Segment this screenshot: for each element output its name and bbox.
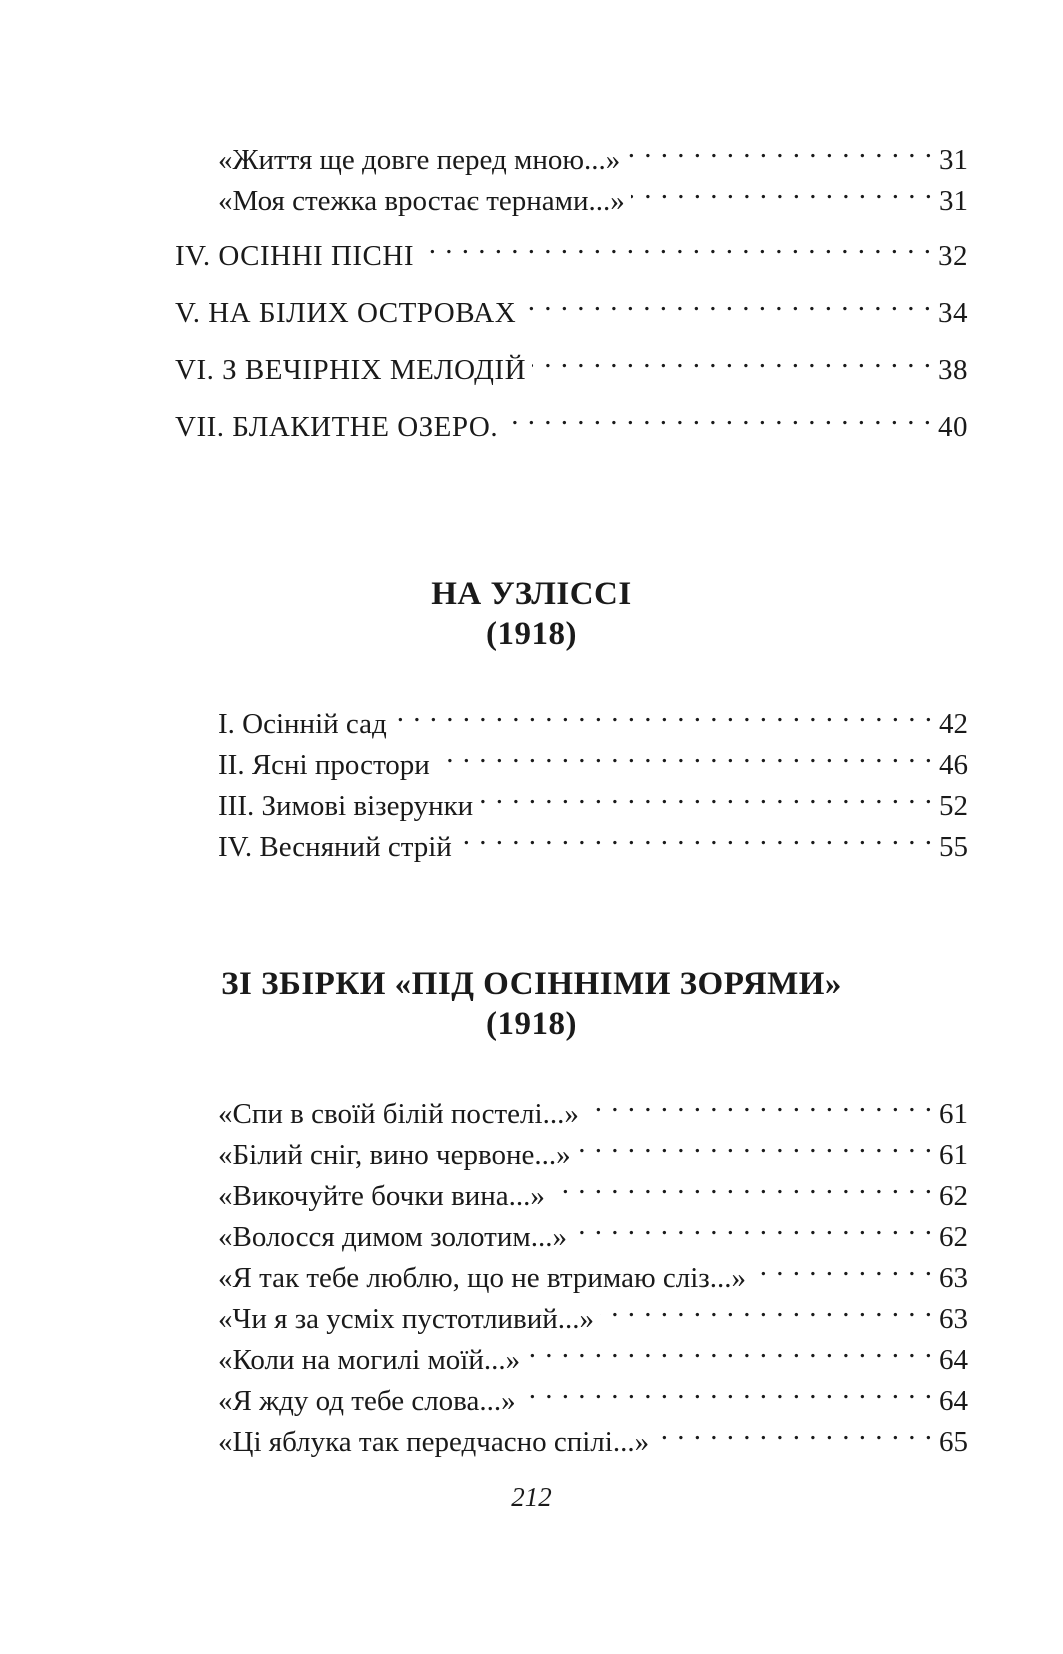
toc-entry-title: IV. ОСІННІ ПІСНІ [175, 240, 414, 272]
toc-entry-title: VII. БЛАКИТНЕ ОЗЕРО. [175, 411, 499, 443]
toc-entry-title: «Я жду од тебе слова...» [218, 1385, 516, 1417]
leader-dots [752, 1246, 933, 1287]
leader-dots [626, 128, 933, 169]
toc-entry-title: «Ці яблука так передчасно спілі...» [218, 1426, 650, 1458]
leader-dots [551, 1164, 933, 1205]
section-year: (1918) [486, 1006, 577, 1042]
section-year: (1918) [486, 616, 577, 652]
toc-entry-page: 31 [939, 144, 968, 176]
toc-entry [175, 395, 968, 443]
leader-dots [631, 169, 933, 210]
toc-entry-title: «Спи в своїй білій постелі...» [218, 1098, 579, 1130]
toc-entry-page: 62 [939, 1180, 968, 1212]
toc-entry-page: 52 [939, 790, 968, 822]
leader-dots [420, 224, 932, 265]
section-title: ЗІ ЗБІРКИ «ПІД ОСІННІМИ ЗОРЯМИ» [221, 966, 842, 1002]
toc-entry-title: «Волосся димом золотим...» [218, 1221, 567, 1253]
toc-entry-title: V. НА БІЛИХ ОСТРОВАХ [175, 297, 517, 329]
toc-entry-page: 63 [939, 1262, 968, 1294]
leader-dots [577, 1123, 933, 1164]
toc-entry-title: «Білий сніг, вино червоне...» [218, 1139, 571, 1171]
leader-dots [585, 1082, 933, 1123]
leader-dots [436, 733, 933, 774]
leader-dots [504, 395, 932, 436]
leader-dots [655, 1410, 933, 1451]
leader-dots [522, 1369, 933, 1410]
toc-entry-title: I. Осінній сад [218, 708, 387, 740]
section-heading [0, 964, 1063, 1044]
leader-dots [600, 1287, 933, 1328]
section-title: НА УЗЛІССІ [431, 576, 632, 612]
toc-entry-title: II. Ясні простори [218, 749, 430, 781]
toc-entry [175, 281, 968, 329]
page-number: 212 [511, 1482, 552, 1512]
toc-entry-title: «Моя стежка вростає тернами...» [218, 185, 625, 217]
toc-entry-page: 31 [939, 185, 968, 217]
toc-entry-page: 61 [939, 1139, 968, 1171]
toc-entry-page: 34 [938, 297, 968, 329]
toc-entry-title: III. Зимові візерунки [218, 790, 474, 822]
toc-entry-page: 46 [939, 749, 968, 781]
leader-dots [522, 281, 932, 322]
toc-entry-page: 62 [939, 1221, 968, 1253]
toc-entry [218, 128, 968, 176]
toc-entry [175, 224, 968, 272]
leader-dots [526, 1328, 933, 1369]
toc-entry-title: «Чи я за усміх пустотливий...» [218, 1303, 595, 1335]
toc-group-cycles [175, 224, 968, 443]
leader-dots [458, 815, 933, 856]
leader-dots [573, 1205, 933, 1246]
toc-entry-page: 64 [939, 1344, 968, 1376]
section-heading [0, 574, 1063, 654]
toc-entry [175, 338, 968, 386]
toc-entry [218, 1082, 968, 1130]
leader-dots [393, 692, 933, 733]
toc-entry-page: 40 [938, 411, 968, 443]
toc-entry-page: 63 [939, 1303, 968, 1335]
toc-entry-page: 64 [939, 1385, 968, 1417]
toc-entry-page: 61 [939, 1098, 968, 1130]
toc-entry-page: 42 [939, 708, 968, 740]
toc-group-poems-1 [218, 128, 968, 217]
toc-entry-page: 65 [939, 1426, 968, 1458]
leader-dots [479, 774, 933, 815]
toc-entry-title: «Коли на могилі моїй...» [218, 1344, 521, 1376]
toc-entry-page: 55 [939, 831, 968, 863]
toc-entry-title: «Я так тебе люблю, що не втримаю сліз...» [218, 1262, 746, 1294]
toc-entry-title: IV. Весняний стрій [218, 831, 452, 863]
toc-entry-page: 38 [938, 354, 968, 386]
toc-entry [218, 692, 968, 740]
toc-entry-page: 32 [938, 240, 968, 272]
toc-entry-title: VI. З ВЕЧІРНІХ МЕЛОДІЙ [175, 354, 527, 386]
leader-dots [532, 338, 932, 379]
toc-entry-title: «Життя ще довге перед мною...» [218, 144, 621, 176]
toc-group-section-1 [218, 692, 968, 863]
toc-entry-title: «Викочуйте бочки вина...» [218, 1180, 545, 1212]
toc-group-section-2 [218, 1082, 968, 1458]
